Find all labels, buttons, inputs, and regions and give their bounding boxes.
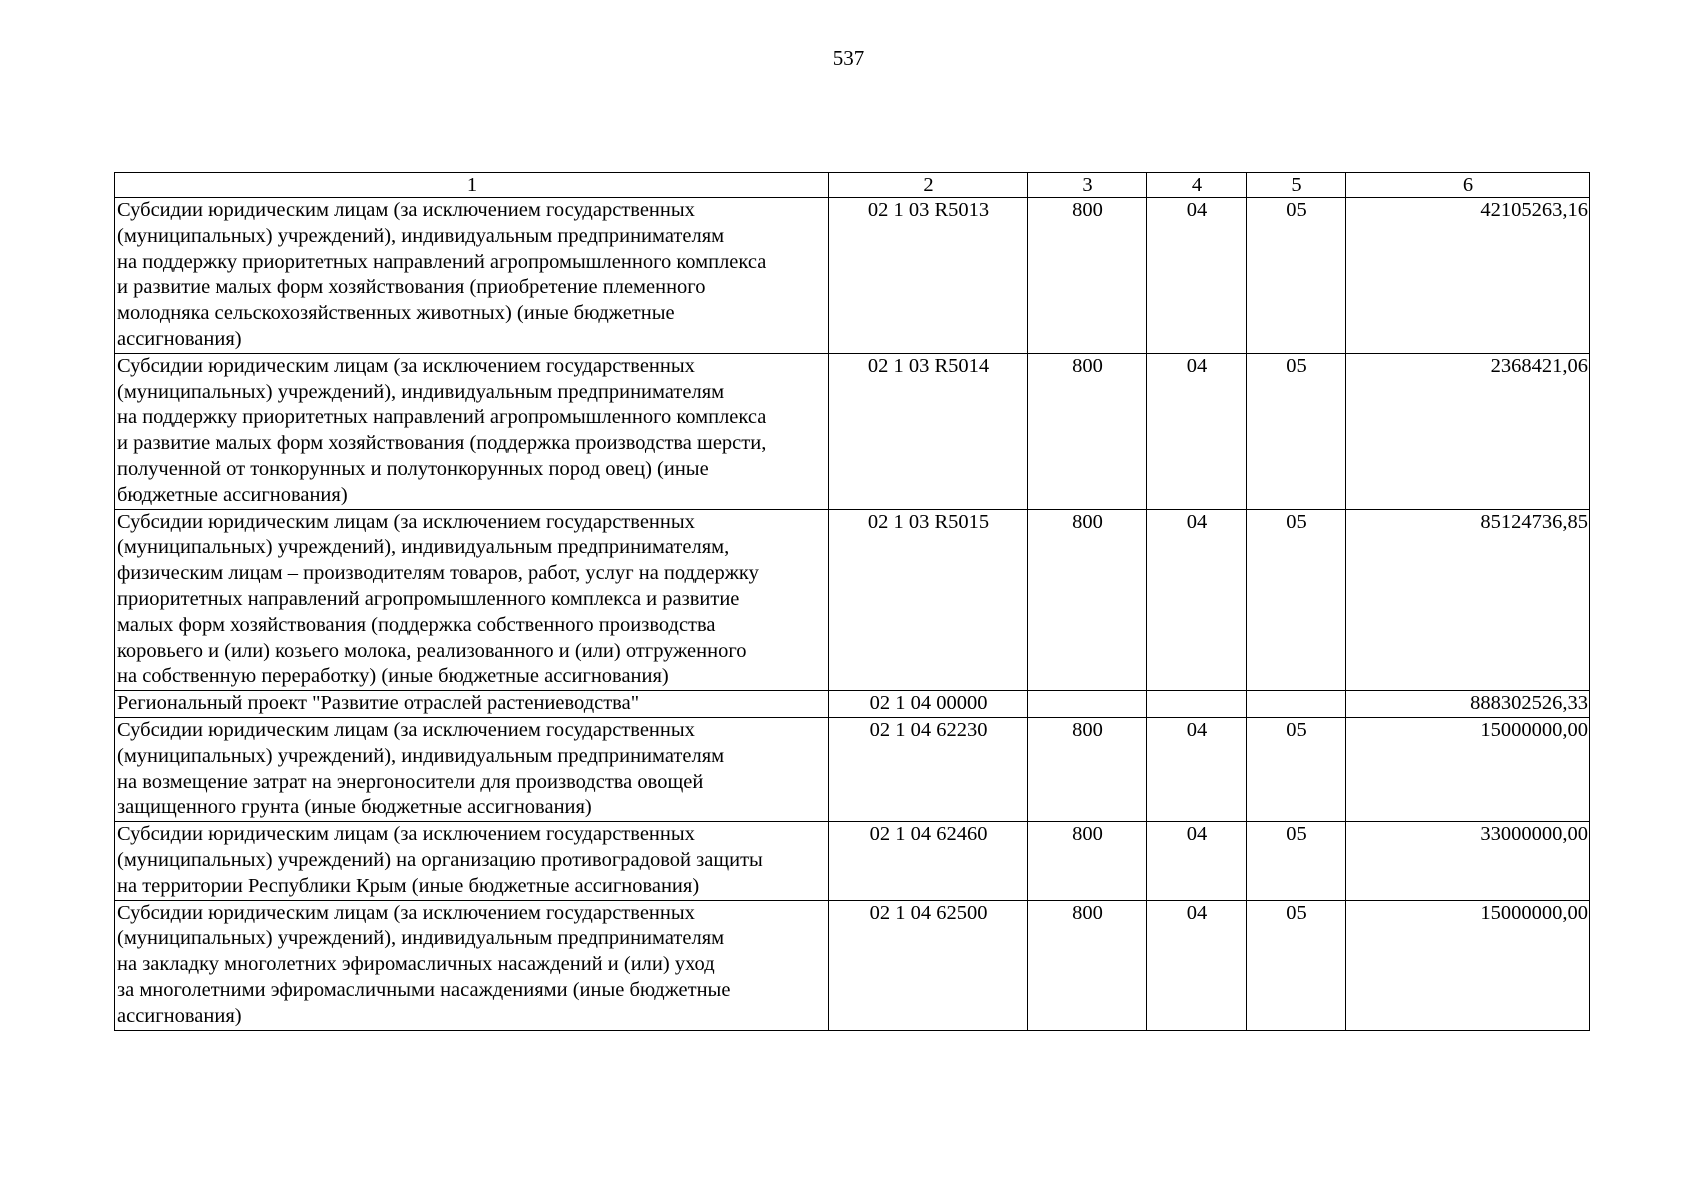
row-section-cell: 04 [1147,353,1247,509]
row-name-line: (муниципальных) учреждений), индивидуальным предпринимателям [117,744,725,767]
row-name-line: коровьего и (или) козьего молока, реализованного и (или) отгруженного [117,639,747,662]
row-subsection-cell: 05 [1247,717,1346,821]
row-name-line: бюджетные ассигнования) [117,483,348,506]
row-name-line: и развитие малых форм хозяйствования (приобретение племенного [117,276,706,299]
row-section-cell: 04 [1147,509,1247,691]
row-code-cell: 02 1 04 62230 [829,717,1028,821]
row-name-line: Субсидии юридическим лицам (за исключением государственных [117,354,695,377]
column-header-3: 3 [1028,173,1147,198]
row-name-line: (муниципальных) учреждений), индивидуальным предпринимателям [117,380,725,403]
budget-table [114,172,1590,1031]
row-name-line: ассигнования) [117,1004,242,1027]
row-subsection-cell: 05 [1247,822,1346,900]
row-code-cell: 02 1 03 R5015 [829,509,1028,691]
page-number: 537 [832,46,865,70]
table-row [115,822,1590,900]
row-name-line: на поддержку приоритетных направлений агропромышленного комплекса [117,406,767,429]
row-amount-cell: 33000000,00 [1346,822,1590,900]
row-section-cell: 04 [1147,717,1247,821]
row-subsection-cell [1247,691,1346,718]
row-name-line: на закладку многолетних эфиромасличных насаждений и (или) уход [117,953,715,976]
table-row [115,691,1590,718]
row-subsection-cell: 05 [1247,353,1346,509]
row-name-line: ассигнования) [117,327,242,350]
row-name-line: защищенного грунта (иные бюджетные ассигнования) [117,796,592,819]
column-header-6: 6 [1346,173,1590,198]
table-row [115,198,1590,354]
row-section-cell: 04 [1147,822,1247,900]
row-type-cell [1028,691,1147,718]
column-header-5: 5 [1247,173,1346,198]
column-header-2: 2 [829,173,1028,198]
row-name-cell [115,822,829,900]
row-name-line: (муниципальных) учреждений) на организацию противоградовой защиты [117,848,763,871]
table-row [115,509,1590,691]
column-header-4: 4 [1147,173,1247,198]
row-name-cell [115,198,829,354]
row-subsection-cell: 05 [1247,509,1346,691]
row-name-cell [115,900,829,1030]
row-name-line: малых форм хозяйствования (поддержка собственного производства [117,613,716,636]
row-name-line: на возмещение затрат на энергоносители для производства овощей [117,770,704,793]
row-amount-cell: 2368421,06 [1346,353,1590,509]
row-type-cell: 800 [1028,822,1147,900]
row-section-cell: 04 [1147,900,1247,1030]
row-name-line: (муниципальных) учреждений), индивидуальным предпринимателям [117,927,725,950]
table-row [115,717,1590,821]
row-type-cell: 800 [1028,509,1147,691]
table-row [115,900,1590,1030]
table-body [115,198,1590,1031]
row-code-cell: 02 1 04 62500 [829,900,1028,1030]
row-name-line: и развитие малых форм хозяйствования (поддержка производства шерсти, [117,432,767,455]
row-name-line: молодняка сельскохозяйственных животных) (иные бюджетные [117,302,675,325]
header-row [115,173,1590,198]
table-header [115,173,1590,198]
row-subsection-cell: 05 [1247,900,1346,1030]
row-name-cell [115,353,829,509]
row-amount-cell: 42105263,16 [1346,198,1590,354]
row-name-line: приоритетных направлений агропромышленного комплекса и развитие [117,587,740,610]
row-name-line: Субсидии юридическим лицам (за исключением государственных [117,199,695,221]
row-name-cell [115,717,829,821]
row-amount-cell: 15000000,00 [1346,900,1590,1030]
row-name-line: физическим лицам – производителям товаров, работ, услуг на поддержку [117,562,759,585]
row-name-line: Региональный проект "Развитие отраслей растениеводства" [117,692,640,715]
row-section-cell: 04 [1147,198,1247,354]
row-name-cell [115,509,829,691]
row-name-line: Субсидии юридическим лицам (за исключением государственных [117,718,695,741]
row-code-cell: 02 1 03 R5014 [829,353,1028,509]
row-type-cell: 800 [1028,900,1147,1030]
row-name-line: Субсидии юридическим лицам (за исключением государственных [117,823,695,846]
row-name-line: (муниципальных) учреждений), индивидуальным предпринимателям, [117,536,730,559]
row-name-cell [115,691,829,718]
column-header-1: 1 [115,173,829,198]
row-name-line: полученной от тонкорунных и полутонкорунных пород овец) (иные [117,457,709,480]
row-name-line: Субсидии юридическим лицам (за исключением государственных [117,510,695,533]
row-section-cell [1147,691,1247,718]
row-name-line: за многолетними эфиромасличными насаждениями (иные бюджетные [117,978,731,1001]
row-amount-cell: 85124736,85 [1346,509,1590,691]
row-subsection-cell: 05 [1247,198,1346,354]
row-type-cell: 800 [1028,717,1147,821]
row-amount-cell: 15000000,00 [1346,717,1590,821]
table-row [115,353,1590,509]
row-code-cell: 02 1 03 R5013 [829,198,1028,354]
row-code-cell: 02 1 04 62460 [829,822,1028,900]
row-name-line: на собственную переработку) (иные бюджетные ассигнования) [117,665,669,688]
row-type-cell: 800 [1028,198,1147,354]
row-name-line: на поддержку приоритетных направлений агропромышленного комплекса [117,250,767,273]
row-type-cell: 800 [1028,353,1147,509]
row-name-line: (муниципальных) учреждений), индивидуальным предпринимателям [117,224,725,247]
row-code-cell: 02 1 04 00000 [829,691,1028,718]
row-name-line: на территории Республики Крым (иные бюджетные ассигнования) [117,874,700,897]
row-amount-cell: 888302526,33 [1346,691,1590,718]
row-name-line: Субсидии юридическим лицам (за исключением государственных [117,901,695,924]
